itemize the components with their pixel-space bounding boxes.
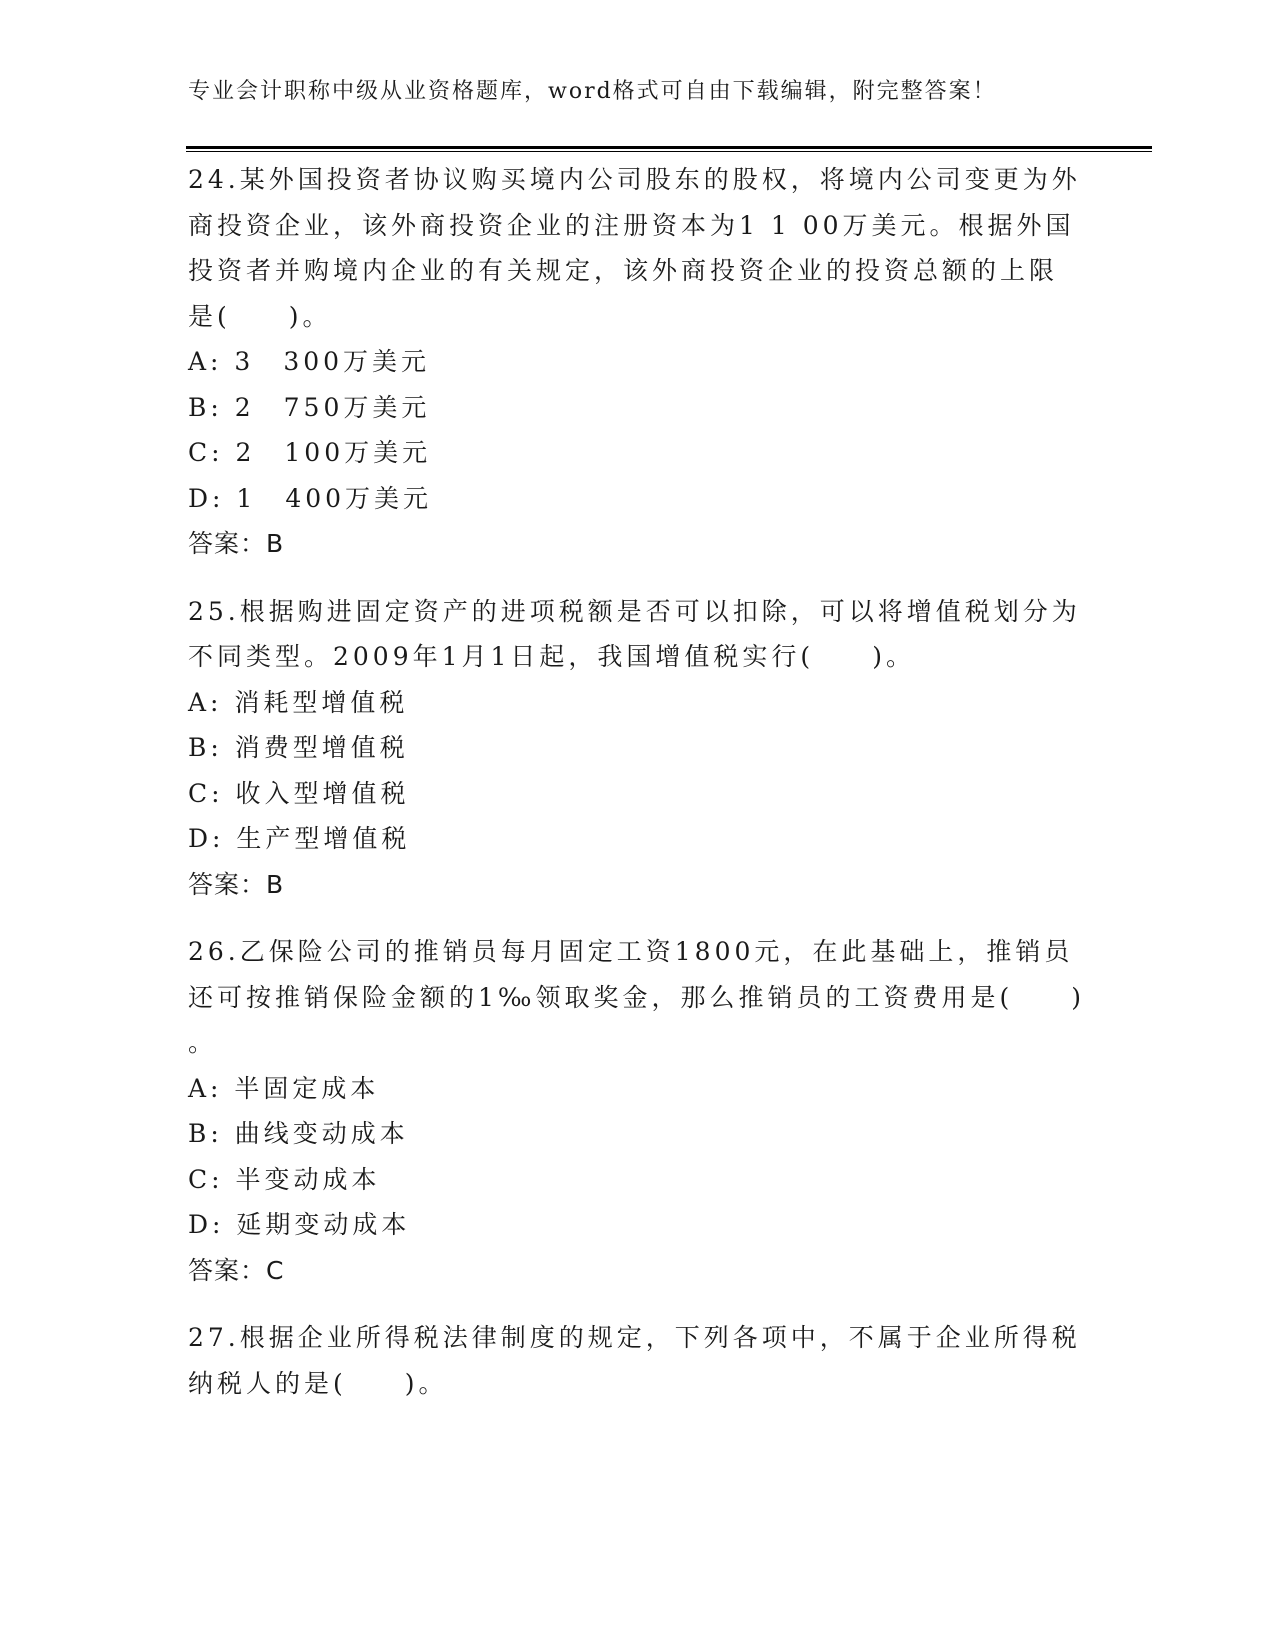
question-text-line: 25.根据购进固定资产的进项税额是否可以扣除，可以将增值税划分为 (188, 596, 1081, 626)
answer-line: 答案：B (188, 529, 285, 558)
option-c: C: 收入型增值税 (188, 778, 410, 808)
option-d: D: 延期变动成本 (188, 1210, 411, 1239)
option-b: B: 2 750万美元 (188, 392, 431, 422)
question-text-line: 27.根据企业所得税法律制度的规定，下列各项中，不属于企业所得税 (188, 1323, 1081, 1352)
question-text-line: 纳税人的是( )。 (188, 1368, 448, 1398)
option-d: D: 生产型增值税 (188, 824, 411, 853)
question-text-line: 不同类型。2009年1月1日起，我国增值税实行( )。 (188, 642, 915, 671)
option-c: C: 半变动成本 (188, 1164, 381, 1194)
answer-line: 答案：C (188, 1255, 285, 1285)
header-rule-thin (186, 151, 1152, 152)
question-27 (188, 1315, 1088, 1406)
answer-line: 答案：B (188, 869, 285, 899)
header-rule-thick (186, 146, 1152, 149)
question-24 (188, 157, 1088, 567)
question-text-line: 。 (188, 1028, 218, 1057)
page-header: 专业会计职称中级从业资格题库，word格式可自由下载编辑，附完整答案！ (188, 79, 997, 104)
question-text-line: 是( )。 (188, 301, 332, 331)
question-26 (188, 929, 1088, 1293)
question-text-line: 还可按推销保险金额的1‰领取奖金，那么推销员的工资费用是( ) (188, 982, 1085, 1012)
question-text-line: 24.某外国投资者协议购买境内公司股东的股权，将境内公司变更为外 (188, 165, 1081, 194)
option-b: B: 曲线变动成本 (188, 1119, 409, 1148)
option-a: A: 3 300万美元 (188, 347, 431, 376)
option-a: A: 消耗型增值税 (188, 687, 409, 717)
option-a: A: 半固定成本 (188, 1073, 380, 1103)
question-text-line: 商投资企业，该外商投资企业的注册资本为1 1 00万美元。根据外国 (188, 210, 1075, 240)
option-d: D: 1 400万美元 (188, 483, 433, 513)
question-25 (188, 589, 1088, 908)
question-list (188, 157, 1088, 1426)
option-b: B: 消费型增值税 (188, 733, 409, 762)
option-c: C: 2 100万美元 (188, 438, 432, 467)
question-text-line: 26.乙保险公司的推销员每月固定工资1800元，在此基础上，推销员 (188, 937, 1074, 966)
question-text-line: 投资者并购境内企业的有关规定，该外商投资企业的投资总额的上限 (188, 256, 1059, 285)
